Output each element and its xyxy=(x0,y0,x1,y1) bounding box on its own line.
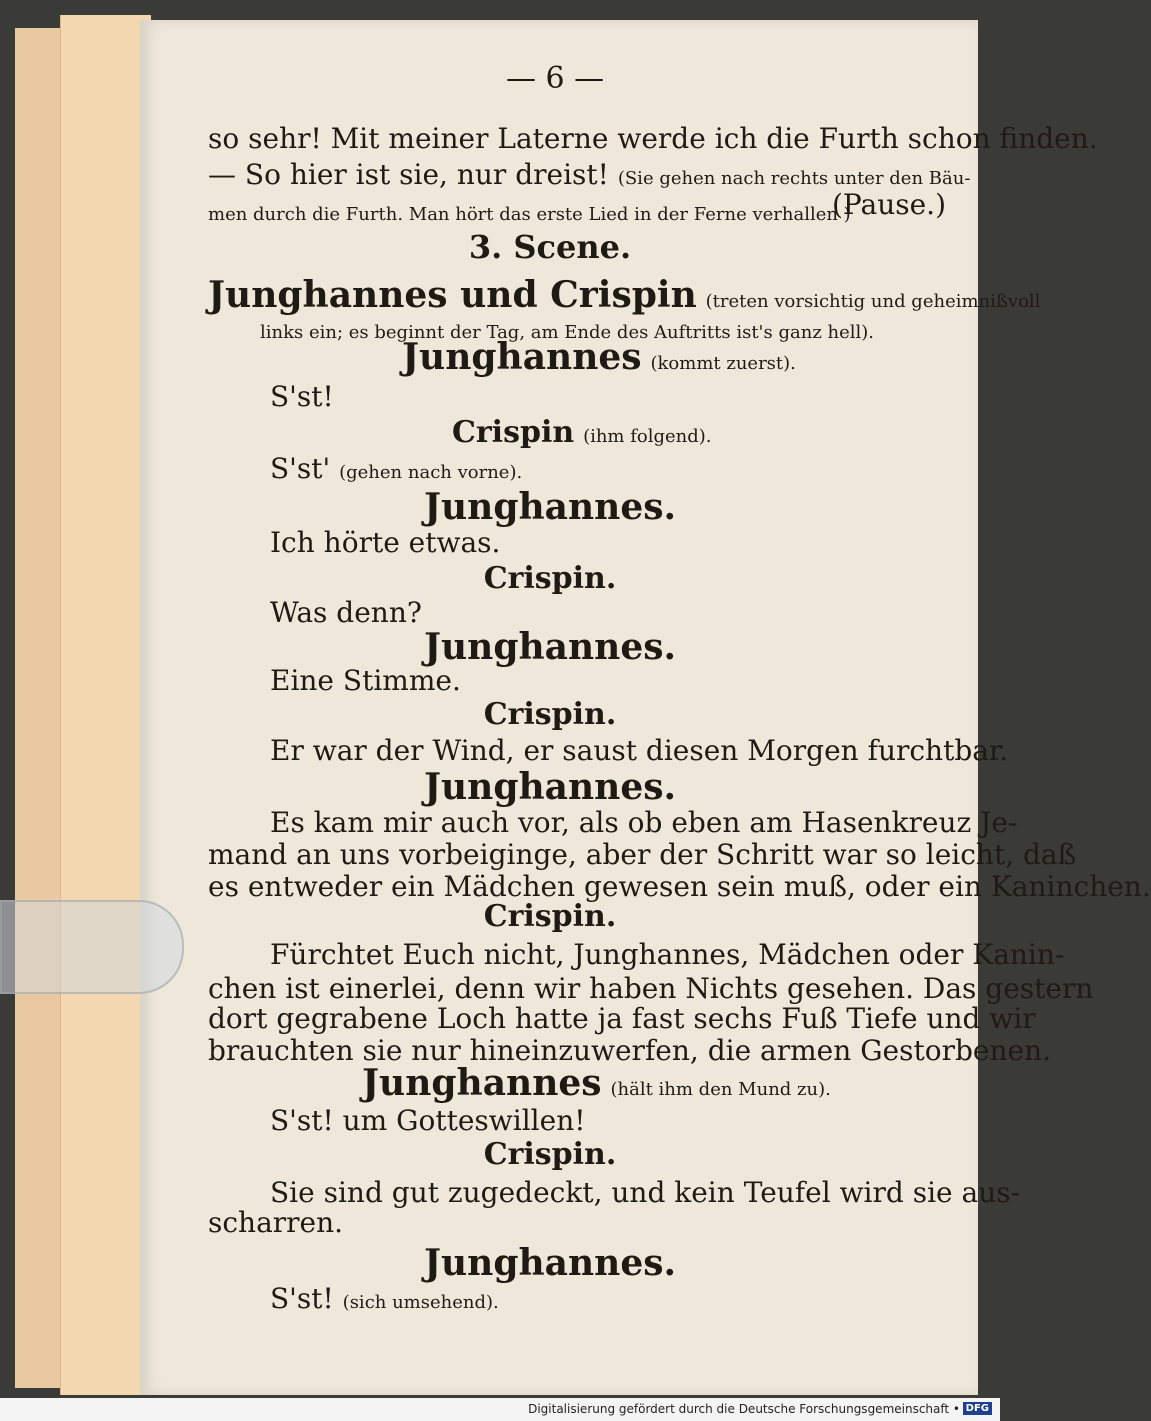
scene-heading: 3. Scene. xyxy=(468,228,632,266)
speaker-heading: Junghannes (hält ihm den Mund zu). xyxy=(362,1062,831,1104)
speech-line: S'st! (sich umsehend). xyxy=(270,1282,499,1315)
stage-direction: links ein; es beginnt der Tag, am Ende des Auftritts ist's ganz hell). xyxy=(260,322,875,343)
page-holder-clip xyxy=(0,900,184,994)
speech-line: S'st! xyxy=(270,380,334,413)
speech-line: Er war der Wind, er saust diesen Morgen furchtbar. xyxy=(270,734,1009,767)
text-line: so sehr! Mit meiner Laterne werde ich die Furth schon finden. xyxy=(208,122,1098,155)
speaker-heading: Crispin. xyxy=(483,899,617,934)
speaker-heading: Junghannes. xyxy=(423,1242,677,1284)
speech-line: es entweder ein Mädchen gewesen sein muß, oder ein Kaninchen. xyxy=(208,870,1151,903)
speaker-heading: Junghannes (kommt zuerst). xyxy=(402,336,796,378)
book-page xyxy=(140,20,1151,1395)
pause-direction: (Pause.) xyxy=(832,188,946,221)
stage-direction: men durch die Furth. Man hört das erste Lied in der Ferne verhallen ) xyxy=(208,204,851,225)
speech-line: Was denn? xyxy=(270,596,422,629)
dfg-logo: DFG xyxy=(963,1402,992,1415)
digitization-footer xyxy=(0,1398,1000,1421)
speaker-heading: Junghannes. xyxy=(423,626,677,668)
speech-line: S'st' (gehen nach vorne). xyxy=(270,452,523,485)
speech-line: Sie sind gut zugedeckt, und kein Teufel wird sie aus- xyxy=(270,1176,1021,1209)
speech-line: Ich hörte etwas. xyxy=(270,526,501,559)
speech-line: chen ist einerlei, denn wir haben Nichts gesehen. Das gestern xyxy=(208,972,1094,1005)
footer-credit: Digitalisierung gefördert durch die Deutsche Forschungsgemeinschaft • xyxy=(528,1402,960,1416)
speech-line: Eine Stimme. xyxy=(270,664,461,697)
speech-line: scharren. xyxy=(208,1206,344,1239)
page-number: — 6 — xyxy=(506,61,605,96)
speech-line: Fürchtet Euch nicht, Junghannes, Mädchen oder Kanin- xyxy=(270,938,1065,971)
speech-line: Es kam mir auch vor, als ob eben am Hasenkreuz Je- xyxy=(270,806,1018,839)
speaker-heading: Junghannes. xyxy=(423,486,677,528)
speech-line: brauchten sie nur hineinzuwerfen, die armen Gestorbenen. xyxy=(208,1034,1052,1067)
speech-line: mand an uns vorbeiginge, aber der Schritt war so leicht, daß xyxy=(208,838,1077,871)
speech-line: dort gegrabene Loch hatte ja fast sechs Fuß Tiefe und wir xyxy=(208,1002,1036,1035)
speaker-heading: Crispin. xyxy=(483,561,617,596)
speaker-heading: Crispin. xyxy=(483,1137,617,1172)
text-line: — So hier ist sie, nur dreist! (Sie gehen nach rechts unter den Bäu- xyxy=(208,158,971,191)
speaker-heading: Junghannes. xyxy=(423,766,677,808)
speaker-heading: Crispin (ihm folgend). xyxy=(452,415,712,450)
book-spine-edge xyxy=(60,15,151,1395)
speech-line: S'st! um Gotteswillen! xyxy=(270,1104,586,1137)
scene-intro: Junghannes und Crispin (treten vorsichtig und geheimnißvoll xyxy=(208,274,1041,316)
speaker-heading: Crispin. xyxy=(483,697,617,732)
